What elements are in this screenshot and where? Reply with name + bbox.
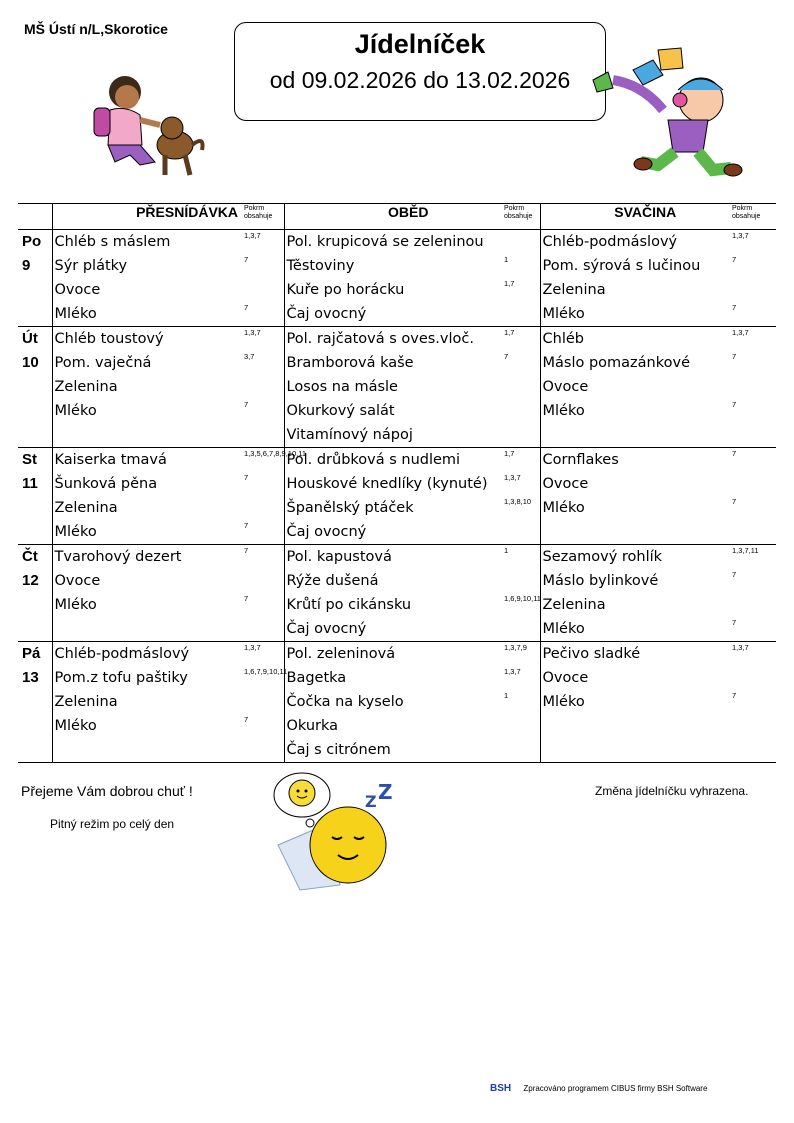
menu-item: Mléko — [54, 597, 97, 613]
allergen-codes — [502, 230, 540, 254]
girl-with-dog-illustration — [80, 70, 210, 190]
menu-item: Čaj ovocný — [286, 621, 367, 637]
day-label — [18, 545, 52, 642]
menu-item: Čaj ovocný — [286, 306, 367, 322]
breakfast-allergens — [242, 642, 288, 763]
day-number: 10 — [22, 354, 39, 371]
menu-item: Mléko — [542, 621, 585, 637]
menu-item: Ovoce — [542, 476, 589, 492]
allergen-codes — [502, 375, 540, 399]
allergen-codes — [730, 666, 776, 690]
bon-appetit-text: Přejeme Vám dobrou chuť ! — [21, 783, 193, 799]
menu-item: Pol. zeleninová — [286, 646, 396, 662]
menu-item: Ovoce — [54, 282, 101, 298]
header-allergens: Pokrm obsahuje — [730, 204, 776, 230]
allergen-codes: 1 — [504, 691, 509, 700]
menu-item: Okurkový salát — [286, 403, 395, 419]
header-allergens: Pokrm obsahuje — [242, 204, 284, 230]
allergen-codes: 7 — [504, 352, 509, 361]
svg-text:Z: Z — [378, 780, 393, 804]
allergen-codes — [502, 520, 540, 544]
allergen-codes — [242, 278, 284, 302]
menu-item: Těstoviny — [286, 258, 355, 274]
menu-item: Kaiserka tmavá — [54, 452, 167, 468]
menu-item: Šunková pěna — [54, 476, 158, 492]
menu-item: Krůtí po cikánsku — [286, 597, 412, 613]
allergen-codes — [242, 375, 284, 399]
menu-item: Chléb-podmáslový — [542, 234, 678, 250]
snack-allergens — [730, 327, 776, 448]
day-label — [18, 230, 52, 327]
allergen-codes — [730, 278, 776, 302]
menu-item: Pol. kapustová — [286, 549, 392, 565]
lunch-items — [284, 545, 502, 642]
page-title: Jídelníček — [354, 29, 486, 59]
breakfast-items — [52, 448, 242, 545]
menu-table — [18, 203, 776, 763]
allergen-codes: 7 — [732, 618, 737, 627]
allergen-codes: 1,3,7 — [732, 231, 749, 240]
svg-text:Z: Z — [365, 792, 377, 811]
menu-item: Mléko — [54, 718, 97, 734]
menu-item: Rýže dušená — [286, 573, 379, 589]
allergen-codes: 1 — [504, 255, 509, 264]
menu-item: Losos na másle — [286, 379, 398, 395]
snack-items — [540, 327, 730, 448]
menu-item: Okurka — [286, 718, 339, 734]
allergen-codes: 1,3,7 — [244, 231, 261, 240]
menu-item: Pol. krupicová se zeleninou — [286, 234, 484, 250]
allergen-codes: 1 — [504, 546, 509, 555]
allergen-codes: 1,7 — [504, 328, 515, 337]
menu-item: Mléko — [54, 403, 97, 419]
lunch-items — [284, 642, 502, 763]
breakfast-items — [52, 642, 242, 763]
allergen-codes: 7 — [244, 400, 249, 409]
menu-item: Mléko — [54, 524, 97, 540]
allergen-codes: 7 — [732, 400, 737, 409]
lunch-allergens — [502, 327, 540, 448]
header-breakfast: PŘESNÍDÁVKA — [52, 204, 242, 230]
allergen-codes: 7 — [244, 546, 249, 555]
menu-item: Ovoce — [542, 379, 589, 395]
breakfast-allergens — [242, 327, 284, 448]
allergen-codes — [502, 302, 540, 326]
menu-item: Pom.z tofu paštiky — [54, 670, 188, 686]
allergen-codes — [502, 399, 540, 423]
menu-item: Zelenina — [542, 597, 606, 613]
snack-allergens — [730, 545, 776, 642]
allergen-codes: 1,3,7 — [504, 473, 521, 482]
menu-item: Pol. rajčatová s oves.vloč. — [286, 331, 474, 347]
allergen-codes: 7 — [244, 473, 249, 482]
menu-item: Chléb-podmáslový — [54, 646, 190, 662]
menu-item: Čaj ovocný — [286, 524, 367, 540]
day-abbr: Pá — [22, 645, 41, 662]
day-abbr: Po — [22, 233, 42, 250]
allergen-codes: 1,7 — [504, 449, 515, 458]
menu-item: Kuře po horácku — [286, 282, 405, 298]
breakfast-items — [52, 545, 242, 642]
snack-allergens — [730, 448, 776, 545]
menu-item: Máslo bylinkové — [542, 573, 659, 589]
day-number: 11 — [22, 475, 38, 492]
allergen-codes: 1,3,7 — [504, 667, 521, 676]
day-row — [18, 448, 776, 545]
menu-item: Tvarohový dezert — [54, 549, 182, 565]
lunch-allergens — [502, 545, 540, 642]
menu-item: Ovoce — [54, 573, 101, 589]
allergen-codes: 7 — [732, 449, 737, 458]
day-row — [18, 545, 776, 642]
menu-item: Chléb — [542, 331, 584, 347]
lunch-items — [284, 327, 502, 448]
menu-item: Pol. drůbková s nudlemi — [286, 452, 461, 468]
allergen-codes — [242, 690, 284, 714]
breakfast-items — [52, 230, 242, 327]
allergen-codes — [730, 472, 776, 496]
allergen-codes — [502, 423, 540, 447]
day-number: 13 — [22, 669, 39, 686]
menu-item: Zelenina — [54, 379, 118, 395]
menu-item: Pečivo sladké — [542, 646, 641, 662]
menu-item: Ovoce — [542, 670, 589, 686]
menu-item: Sýr plátky — [54, 258, 128, 274]
snack-items — [540, 230, 730, 327]
lunch-allergens — [502, 230, 540, 327]
allergen-codes: 1,7 — [504, 279, 515, 288]
allergen-codes — [242, 569, 284, 593]
menu-item: Mléko — [542, 694, 585, 710]
menu-item: Houskové knedlíky (kynuté) — [286, 476, 488, 492]
allergen-codes — [242, 496, 284, 520]
allergen-codes: 7 — [732, 497, 737, 506]
allergen-codes — [730, 375, 776, 399]
day-row — [18, 327, 776, 448]
snack-items — [540, 642, 730, 763]
menu-item: Chléb s máslem — [54, 234, 171, 250]
day-number: 12 — [22, 572, 39, 589]
menu-item: Bramborová kaše — [286, 355, 414, 371]
menu-item: Čaj s citrónem — [286, 742, 391, 758]
date-range: od 09.02.2026 do 13.02.2026 — [269, 67, 571, 93]
menu-item: Mléko — [542, 306, 585, 322]
allergen-codes: 7 — [244, 255, 249, 264]
allergen-codes: 7 — [244, 521, 249, 530]
school-name: MŠ Ústí n/L,Skorotice — [24, 21, 168, 37]
menu-item: Mléko — [54, 306, 97, 322]
allergen-codes — [502, 738, 540, 762]
allergen-codes: 1,3,7 — [244, 328, 261, 337]
breakfast-items — [52, 327, 242, 448]
allergen-codes: 7 — [732, 255, 737, 264]
allergen-codes: 1,6,7,9,10,11 — [244, 667, 288, 676]
snack-allergens — [730, 230, 776, 327]
allergen-codes — [502, 569, 540, 593]
footer-text: Zpracováno programem CIBUS firmy BSH Software — [523, 1084, 708, 1093]
menu-item: Čočka na kyselo — [286, 694, 404, 710]
lunch-items — [284, 448, 502, 545]
day-number: 9 — [22, 257, 31, 274]
allergen-codes: 1,3,5,6,7,8,9,10,11 — [244, 449, 306, 458]
lunch-allergens — [502, 448, 540, 545]
menu-item: Zelenina — [54, 694, 118, 710]
allergen-codes — [502, 617, 540, 641]
menu-item: Zelenina — [54, 500, 118, 516]
allergen-codes: 7 — [732, 691, 737, 700]
allergen-codes: 1,3,7 — [244, 643, 261, 652]
header-allergens: Pokrm obsahuje — [502, 204, 540, 230]
menu-item: Chléb toustový — [54, 331, 164, 347]
snack-items — [540, 545, 730, 642]
day-label — [18, 448, 52, 545]
allergen-codes: 1,3,7,9 — [504, 643, 527, 652]
menu-item: Pom. vaječná — [54, 355, 152, 371]
header-lunch: OBĚD — [284, 204, 502, 230]
lunch-items — [284, 230, 502, 327]
day-row — [18, 230, 776, 327]
menu-item: Cornflakes — [542, 452, 619, 468]
title-box — [234, 22, 606, 121]
sleeping-sun-illustration — [270, 765, 410, 895]
allergen-codes — [502, 714, 540, 738]
allergen-codes: 1,3,7 — [732, 328, 749, 337]
bsh-logo: BSH — [490, 1083, 512, 1094]
menu-header-row — [18, 204, 776, 230]
allergen-codes: 1,6,9,10,11 — [504, 594, 541, 603]
day-abbr: Čt — [22, 548, 38, 565]
allergen-codes: 7 — [244, 715, 249, 724]
day-abbr: Út — [22, 330, 38, 347]
allergen-codes: 1,3,7 — [732, 643, 749, 652]
allergen-codes: 1,3,7,11 — [732, 546, 759, 555]
menu-item: Bagetka — [286, 670, 347, 686]
menu-item: Mléko — [542, 500, 585, 516]
breakfast-allergens — [242, 230, 284, 327]
menu-item: Máslo pomazánkové — [542, 355, 690, 371]
lunch-allergens — [502, 642, 540, 763]
allergen-codes: 7 — [732, 570, 737, 579]
menu-item: Sezamový rohlík — [542, 549, 663, 565]
snack-items — [540, 448, 730, 545]
allergen-codes — [730, 593, 776, 617]
boy-running-illustration — [583, 40, 743, 185]
drinking-regime-note: Pitný režim po celý den — [50, 817, 175, 831]
menu-item: Mléko — [542, 403, 585, 419]
menu-change-note: Změna jídelníčku vyhrazena. — [595, 784, 749, 798]
allergen-codes: 7 — [732, 352, 737, 361]
menu-item: Zelenina — [542, 282, 606, 298]
snack-allergens — [730, 642, 776, 763]
menu-item: Španělský ptáček — [286, 500, 414, 516]
footer — [490, 1083, 707, 1094]
menu-item: Pom. sýrová s lučinou — [542, 258, 701, 274]
allergen-codes: 7 — [244, 594, 249, 603]
allergen-codes: 3,7 — [244, 352, 255, 361]
day-row — [18, 642, 776, 763]
allergen-codes: 7 — [732, 303, 737, 312]
day-label — [18, 642, 52, 763]
day-abbr: St — [22, 451, 37, 468]
breakfast-allergens — [242, 448, 306, 545]
allergen-codes: 7 — [244, 303, 249, 312]
menu-item: Vitamínový nápoj — [286, 427, 413, 443]
breakfast-allergens — [242, 545, 284, 642]
day-label — [18, 327, 52, 448]
header-snack: SVAČINA — [540, 204, 730, 230]
allergen-codes: 1,3,8,10 — [504, 497, 532, 506]
